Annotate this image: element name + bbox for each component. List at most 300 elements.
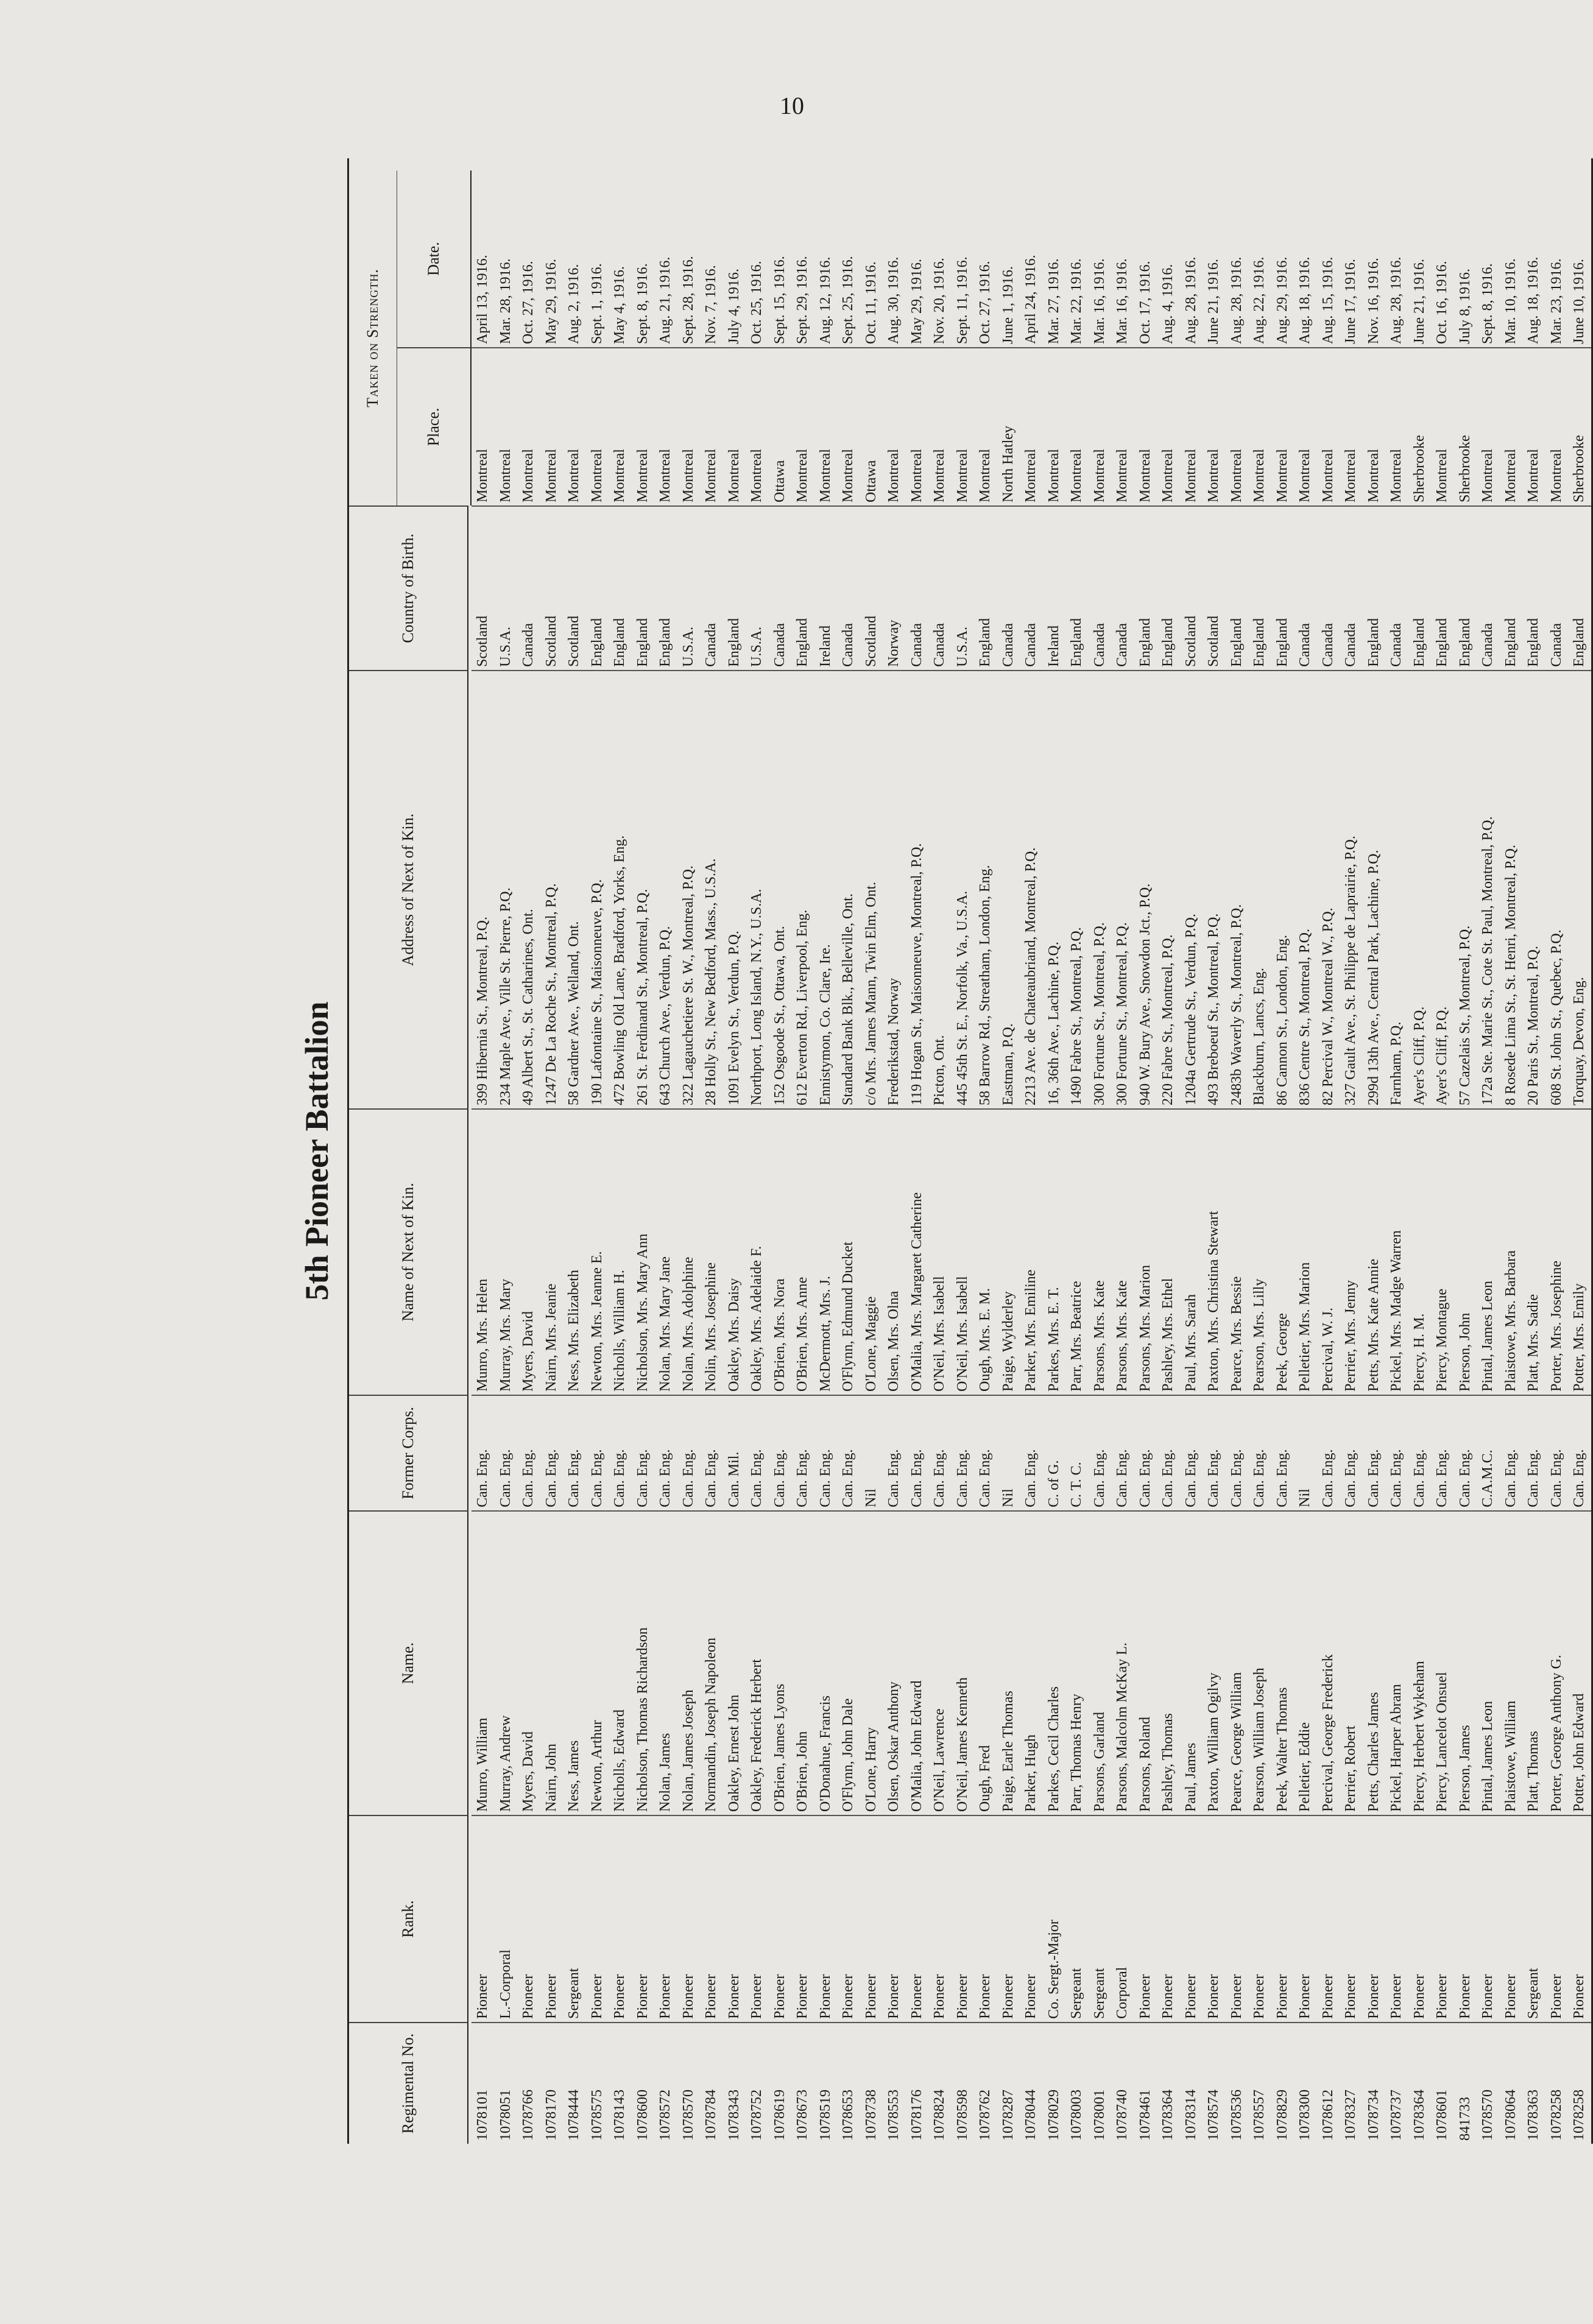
cell-place: Montreal — [1111, 347, 1134, 505]
cell-date: Aug. 28, 1916. — [1388, 256, 1404, 344]
cell-regimental-no: 1078258 — [1545, 2022, 1569, 2144]
cell-place: Montreal — [654, 347, 677, 505]
cell-place: Montreal — [1500, 347, 1523, 505]
cell-rank: L.-Corporal — [495, 1815, 518, 2022]
cell-address-next-of-kin: Frederikstad, Norway — [883, 670, 906, 1108]
cell-country-of-birth: England — [791, 505, 814, 670]
cell-name-next-of-kin: Perrier, Mrs. Jenny — [1340, 1108, 1363, 1395]
cell-former-corps: Can. Eng. — [586, 1395, 609, 1510]
cell-rank: Pioneer — [1226, 1815, 1249, 2022]
cell-former-corps: Can. Eng. — [700, 1395, 723, 1510]
cell-regimental-no: 1078051 — [495, 2022, 518, 2144]
cell-regimental-no: 1078044 — [1020, 2022, 1043, 2144]
cell-rank: Pioneer — [540, 1815, 563, 2022]
cell-name: Paige, Earle Thomas — [997, 1510, 1020, 1815]
cell-address-next-of-kin: 608 St. John St., Quebec, P.Q. — [1545, 670, 1569, 1108]
cell-regimental-no: 1078170 — [540, 2022, 563, 2144]
cell-rank: Sergeant — [563, 1815, 586, 2022]
cell-regimental-no: 1078752 — [746, 2022, 769, 2144]
cell-former-corps: Can. Eng. — [1271, 1395, 1295, 1510]
cell-date: Oct. 27, 1916. — [520, 261, 536, 344]
cell-regimental-no: 1078519 — [814, 2022, 838, 2144]
table-row — [1522, 171, 1545, 2144]
cell-former-corps: Can. Eng. — [746, 1395, 769, 1510]
cell-regimental-no: 1078003 — [1065, 2022, 1089, 2144]
cell-address-next-of-kin: 152 Osgoode St., Ottawa, Ont. — [769, 670, 792, 1108]
table-row — [1043, 171, 1066, 2144]
cell-place: Montreal — [837, 347, 860, 505]
cell-rank: Pioneer — [1317, 1815, 1340, 2022]
cell-rank: Pioneer — [1248, 1815, 1271, 2022]
cell-place: Montreal — [1020, 347, 1043, 505]
cell-place: Montreal — [1363, 347, 1386, 505]
table-row — [1226, 171, 1249, 2144]
cell-country-of-birth: England — [1522, 505, 1545, 670]
cell-regimental-no: 1078143 — [609, 2022, 632, 2144]
cell-place: Montreal — [609, 347, 632, 505]
cell-name: Parr, Thomas Henry — [1065, 1510, 1089, 1815]
cell-former-corps: Can. Eng. — [654, 1395, 677, 1510]
cell-name-next-of-kin: Parker, Mrs. Emiline — [1020, 1108, 1043, 1395]
cell-rank: Pioneer — [1545, 1815, 1569, 2022]
cell-address-next-of-kin: 445 45th St. E., Norfolk, Va., U.S.A. — [952, 670, 975, 1108]
cell-date: Sept. 1, 1916. — [588, 263, 605, 344]
cell-place: Ottawa — [860, 347, 883, 505]
cell-address-next-of-kin: 1204a Gertrude St., Verdun, P.Q. — [1180, 670, 1203, 1108]
cell-country-of-birth: Canada — [1089, 505, 1112, 670]
cell-regimental-no: 1078570 — [677, 2022, 701, 2144]
cell-rank: Pioneer — [769, 1815, 792, 2022]
table-row — [837, 171, 860, 2144]
cell-place: Montreal — [1043, 347, 1066, 505]
cell-regimental-no: 1078762 — [974, 2022, 997, 2144]
cell-rank: Pioneer — [1385, 1815, 1408, 2022]
cell-place: Montreal — [723, 347, 746, 505]
cell-name-next-of-kin: Paul, Mrs. Sarah — [1180, 1108, 1203, 1395]
cell-former-corps: Can. Eng. — [563, 1395, 586, 1510]
cell-place: Montreal — [1385, 347, 1408, 505]
cell-name-next-of-kin: Ough, Mrs. E. M. — [974, 1108, 997, 1395]
cell-name: Parsons, Garland — [1089, 1510, 1112, 1815]
table-row — [974, 171, 997, 2144]
cell-country-of-birth: Canada — [997, 505, 1020, 670]
cell-regimental-no: 1078444 — [563, 2022, 586, 2144]
cell-name: Pelletier, Eddie — [1294, 1510, 1317, 1815]
cell-rank: Sergeant — [1522, 1815, 1545, 2022]
cell-address-next-of-kin: 234 Maple Ave., Ville St. Pierre, P.Q. — [495, 670, 518, 1108]
cell-address-next-of-kin: 57 Cazelais St., Montreal, P.Q. — [1454, 670, 1477, 1108]
cell-date: Sept. 8, 1916. — [634, 263, 651, 344]
cell-regimental-no: 1078461 — [1134, 2022, 1157, 2144]
cell-address-next-of-kin: Standard Bank Blk., Belleville, Ont. — [837, 670, 860, 1108]
cell-name: Piercy, Lancelot Onsuel — [1431, 1510, 1454, 1815]
cell-address-next-of-kin: 493 Breboeuf St., Montreal, P.Q. — [1203, 670, 1226, 1108]
cell-regimental-no: 1078064 — [1500, 2022, 1523, 2144]
cell-regimental-no: 1078619 — [769, 2022, 792, 2144]
table-row — [677, 171, 701, 2144]
cell-name: Pashley, Thomas — [1157, 1510, 1180, 1815]
cell-rank: Pioneer — [1271, 1815, 1295, 2022]
cell-address-next-of-kin: 327 Gault Ave., St. Philippe de Laprairie, P.Q. — [1340, 670, 1363, 1108]
cell-rank: Sergeant — [1089, 1815, 1112, 2022]
cell-address-next-of-kin: 2213 Ave. de Chateaubriand, Montreal, P.Q. — [1020, 670, 1043, 1108]
cell-country-of-birth: England — [1226, 505, 1249, 670]
cell-former-corps: Can. Eng. — [1020, 1395, 1043, 1510]
cell-country-of-birth: U.S.A. — [495, 505, 518, 670]
cell-rank: Pioneer — [517, 1815, 540, 2022]
cell-name: Murray, Andrew — [495, 1510, 518, 1815]
cell-name: Pearce, George William — [1226, 1510, 1249, 1815]
cell-former-corps: Can. Eng. — [952, 1395, 975, 1510]
cell-place: Montreal — [974, 347, 997, 505]
cell-address-next-of-kin: 82 Percival W., Montreal W., P.Q. — [1317, 670, 1340, 1108]
cell-address-next-of-kin: Torquay, Devon, Eng. — [1568, 670, 1591, 1108]
table-row — [1568, 171, 1591, 2144]
cell-date: Mar. 22, 1916. — [1068, 258, 1084, 344]
cell-name: Potter, John Edward — [1568, 1510, 1591, 1815]
cell-name-next-of-kin: Newton, Mrs. Jeanne E. — [586, 1108, 609, 1395]
cell-date: Aug. 18, 1916. — [1297, 256, 1313, 344]
cell-former-corps: Can. Mil. — [723, 1395, 746, 1510]
cell-name: Ough, Fred — [974, 1510, 997, 1815]
table-row — [1385, 171, 1408, 2144]
cell-place: Montreal — [1340, 347, 1363, 505]
cell-name-next-of-kin: McDermott, Mrs. J. — [814, 1108, 838, 1395]
table-row — [1477, 171, 1500, 2144]
cell-regimental-no: 1078327 — [1340, 2022, 1363, 2144]
cell-place: Montreal — [1522, 347, 1545, 505]
cell-former-corps: Can. Eng. — [495, 1395, 518, 1510]
cell-former-corps: Can. Eng. — [1340, 1395, 1363, 1510]
cell-rank: Pioneer — [700, 1815, 723, 2022]
cell-name-next-of-kin: Pintal, James Leon — [1477, 1108, 1500, 1395]
cell-name-next-of-kin: Nicholson, Mrs. Mary Ann — [632, 1108, 655, 1395]
table-row — [563, 171, 586, 2144]
table-row — [997, 171, 1020, 2144]
cell-rank: Pioneer — [677, 1815, 701, 2022]
cell-rank: Sergeant — [1065, 1815, 1089, 2022]
cell-place: Montreal — [1317, 347, 1340, 505]
header-address-next-of-kin: Address of Next of Kin. — [349, 670, 468, 1108]
cell-former-corps: Can. Eng. — [1226, 1395, 1249, 1510]
cell-former-corps: Nil — [997, 1395, 1020, 1510]
cell-former-corps: Can. Eng. — [1522, 1395, 1545, 1510]
cell-place: Montreal — [883, 347, 906, 505]
cell-name-next-of-kin: Paige, Wylderley — [997, 1108, 1020, 1395]
header-date: Date. — [397, 171, 472, 347]
cell-former-corps: Can. Eng. — [1385, 1395, 1408, 1510]
cell-country-of-birth: England — [1454, 505, 1477, 670]
cell-regimental-no: 1078673 — [791, 2022, 814, 2144]
cell-country-of-birth: Scotland — [472, 505, 495, 670]
cell-former-corps: Can. Eng. — [609, 1395, 632, 1510]
cell-regimental-no: 1078574 — [1203, 2022, 1226, 2144]
cell-regimental-no: 1078536 — [1226, 2022, 1249, 2144]
cell-name: Nolan, James — [654, 1510, 677, 1815]
cell-country-of-birth: England — [654, 505, 677, 670]
cell-name-next-of-kin: Parr, Mrs. Beatrice — [1065, 1108, 1089, 1395]
cell-name: Pierson, James — [1454, 1510, 1477, 1815]
cell-country-of-birth: England — [1431, 505, 1454, 670]
cell-name: Piercy, Herbert Wykeham — [1408, 1510, 1432, 1815]
cell-name-next-of-kin: Olsen, Mrs. Olna — [883, 1108, 906, 1395]
cell-name: Percival, George Frederick — [1317, 1510, 1340, 1815]
cell-address-next-of-kin: 49 Albert St., St. Catharines, Ont. — [517, 670, 540, 1108]
cell-place: Montreal — [952, 347, 975, 505]
cell-country-of-birth: England — [974, 505, 997, 670]
cell-regimental-no: 1078575 — [586, 2022, 609, 2144]
cell-country-of-birth: England — [1157, 505, 1180, 670]
cell-place: Montreal — [1271, 347, 1295, 505]
cell-date: Aug. 2, 1916. — [566, 264, 582, 344]
cell-rank: Pioneer — [1568, 1815, 1591, 2022]
cell-name: O'Malia, John Edward — [906, 1510, 929, 1815]
cell-name: Pearson, William Joseph — [1248, 1510, 1271, 1815]
cell-address-next-of-kin: Ayer's Cliff, P.Q. — [1408, 670, 1432, 1108]
cell-name: O'Neil, Lawrence — [928, 1510, 952, 1815]
cell-former-corps: Can. Eng. — [837, 1395, 860, 1510]
cell-former-corps: Can. Eng. — [928, 1395, 952, 1510]
cell-name-next-of-kin: Pearson, Mrs. Lilly — [1248, 1108, 1271, 1395]
table-row — [1408, 171, 1432, 2144]
cell-address-next-of-kin: Farnham, P.Q. — [1385, 670, 1408, 1108]
cell-regimental-no: 1078287 — [997, 2022, 1020, 2144]
cell-address-next-of-kin: 58 Gardner Ave., Welland, Ont. — [563, 670, 586, 1108]
cell-date: Oct. 25, 1916. — [749, 261, 765, 344]
cell-rank: Pioneer — [1203, 1815, 1226, 2022]
cell-address-next-of-kin: 472 Bowling Old Lane, Bradford, Yorks, Eng. — [609, 670, 632, 1108]
cell-former-corps: Can. Eng. — [1111, 1395, 1134, 1510]
cell-regimental-no: 1078598 — [952, 2022, 975, 2144]
cell-name-next-of-kin: Nolan, Mrs. Mary Jane — [654, 1108, 677, 1395]
cell-address-next-of-kin: 322 Lagauchetiere St. W., Montreal, P.Q. — [677, 670, 701, 1108]
cell-rank: Pioneer — [883, 1815, 906, 2022]
cell-name-next-of-kin: Piercy, H. M. — [1408, 1108, 1432, 1395]
cell-country-of-birth: Canada — [1545, 505, 1569, 670]
cell-place: Montreal — [1477, 347, 1500, 505]
cell-date: Aug. 12, 1916. — [817, 256, 833, 344]
cell-country-of-birth: England — [1065, 505, 1089, 670]
cell-regimental-no: 1078653 — [837, 2022, 860, 2144]
cell-place: Montreal — [472, 347, 495, 505]
cell-address-next-of-kin: Ennistymon, Co. Clare, Ire. — [814, 670, 838, 1108]
cell-date: Mar. 23, 1916. — [1548, 258, 1564, 344]
cell-former-corps: Can. Eng. — [1317, 1395, 1340, 1510]
cell-rank: Pioneer — [814, 1815, 838, 2022]
cell-address-next-of-kin: 2483b Waverly St., Montreal, P.Q. — [1226, 670, 1249, 1108]
cell-address-next-of-kin: Eastman, P.Q. — [997, 670, 1020, 1108]
cell-place: Sherbrooke — [1568, 347, 1591, 505]
cell-regimental-no: 841733 — [1454, 2022, 1477, 2144]
cell-name-next-of-kin: Nolin, Mrs. Josephine — [700, 1108, 723, 1395]
cell-country-of-birth: Canada — [700, 505, 723, 670]
table-row — [632, 171, 655, 2144]
cell-name-next-of-kin: Nolan, Mrs. Adolphine — [677, 1108, 701, 1395]
cell-address-next-of-kin: 299d 13th Ave., Central Park, Lachine, P.Q. — [1363, 670, 1386, 1108]
cell-name: Pintal, James Leon — [1477, 1510, 1500, 1815]
cell-country-of-birth: England — [1134, 505, 1157, 670]
cell-place: Sherbrooke — [1454, 347, 1477, 505]
cell-name-next-of-kin: Nicholls, William H. — [609, 1108, 632, 1395]
cell-former-corps: Can. Eng. — [1180, 1395, 1203, 1510]
cell-rank: Pioneer — [1454, 1815, 1477, 2022]
table-row — [1271, 171, 1295, 2144]
cell-place: Montreal — [563, 347, 586, 505]
cell-name-next-of-kin: O'Malia, Mrs. Margaret Catherine — [906, 1108, 929, 1395]
cell-name: Oakley, Frederick Herbert — [746, 1510, 769, 1815]
cell-date: June 10, 1916. — [1571, 259, 1587, 344]
cell-place: Montreal — [1226, 347, 1249, 505]
cell-former-corps: C. of G. — [1043, 1395, 1066, 1510]
cell-name-next-of-kin: Paxton, Mrs. Christina Stewart — [1203, 1108, 1226, 1395]
cell-name-next-of-kin: Pelletier, Mrs. Marion — [1294, 1108, 1317, 1395]
cell-rank: Pioneer — [1408, 1815, 1432, 2022]
cell-address-next-of-kin: 1490 Fabre St., Montreal, P.Q. — [1065, 670, 1089, 1108]
table-row — [1431, 171, 1454, 2144]
cell-regimental-no: 1078612 — [1317, 2022, 1340, 2144]
cell-address-next-of-kin: 16, 36th Ave., Lachine, P.Q. — [1043, 670, 1066, 1108]
table-row — [1317, 171, 1340, 2144]
cell-place: Montreal — [1180, 347, 1203, 505]
cell-name-next-of-kin: Pickel, Mrs. Madge Warren — [1385, 1108, 1408, 1395]
cell-rank: Pioneer — [860, 1815, 883, 2022]
header-name: Name. — [349, 1510, 468, 1815]
cell-place: Montreal — [1089, 347, 1112, 505]
table-row — [1545, 171, 1569, 2144]
cell-former-corps: Can. Eng. — [1568, 1395, 1591, 1510]
table-row — [1020, 171, 1043, 2144]
cell-regimental-no: 1078829 — [1271, 2022, 1295, 2144]
cell-address-next-of-kin: 940 W. Bury Ave., Snowdon Jct., P.Q. — [1134, 670, 1157, 1108]
table-row — [1248, 171, 1271, 2144]
cell-date: Aug. 28, 1916. — [1182, 256, 1199, 344]
cell-date: May 29, 1916. — [543, 259, 559, 344]
cell-former-corps: Can. Eng. — [1500, 1395, 1523, 1510]
cell-name-next-of-kin: Peek, George — [1271, 1108, 1295, 1395]
cell-rank: Pioneer — [1500, 1815, 1523, 2022]
table-row — [1134, 171, 1157, 2144]
cell-former-corps: Can. Eng. — [1431, 1395, 1454, 1510]
header-name-next-of-kin: Name of Next of Kin. — [349, 1108, 468, 1395]
cell-place: North Hatley — [997, 347, 1020, 505]
rotated-roll-table — [286, 158, 1587, 2144]
cell-place: Montreal — [677, 347, 701, 505]
cell-name: Olsen, Oskar Anthony — [883, 1510, 906, 1815]
cell-place: Montreal — [791, 347, 814, 505]
cell-regimental-no: 1078738 — [860, 2022, 883, 2144]
cell-regimental-no: 1078824 — [928, 2022, 952, 2144]
cell-rank: Pioneer — [586, 1815, 609, 2022]
cell-place: Montreal — [1294, 347, 1317, 505]
cell-date: Aug. 29, 1916. — [1274, 256, 1290, 344]
table-row — [495, 171, 518, 2144]
table-row — [517, 171, 540, 2144]
cell-name-next-of-kin: Plaistowe, Mrs. Barbara — [1500, 1108, 1523, 1395]
cell-address-next-of-kin: Blackburn, Lancs, Eng. — [1248, 670, 1271, 1108]
cell-date: Aug. 18, 1916. — [1525, 256, 1541, 344]
table-row — [746, 171, 769, 2144]
cell-rank: Pioneer — [632, 1815, 655, 2022]
cell-rank: Pioneer — [928, 1815, 952, 2022]
cell-name-next-of-kin: Pierson, John — [1454, 1108, 1477, 1395]
cell-rank: Pioneer — [952, 1815, 975, 2022]
cell-country-of-birth: England — [1363, 505, 1386, 670]
cell-name: Paul, James — [1180, 1510, 1203, 1815]
cell-address-next-of-kin: 261 St. Ferdinand St., Montreal, P.Q. — [632, 670, 655, 1108]
cell-date: Aug. 15, 1916. — [1319, 256, 1336, 344]
cell-name-next-of-kin: Pearce, Mrs. Bessie — [1226, 1108, 1249, 1395]
table-row — [1157, 171, 1180, 2144]
cell-former-corps: Can. Eng. — [677, 1395, 701, 1510]
cell-name: O'Brien, James Lyons — [769, 1510, 792, 1815]
cell-date: May 29, 1916. — [908, 259, 925, 344]
cell-regimental-no: 1078176 — [906, 2022, 929, 2144]
cell-date: June 1, 1916. — [1000, 266, 1016, 344]
cell-date: June 21, 1916. — [1411, 259, 1427, 344]
cell-regimental-no: 1078557 — [1248, 2022, 1271, 2144]
header-regimental-no: Regimental No. — [349, 2022, 468, 2144]
cell-address-next-of-kin: 300 Fortune St., Montreal, P.Q. — [1089, 670, 1112, 1108]
cell-rank: Pioneer — [723, 1815, 746, 2022]
cell-date: July 4, 1916. — [726, 268, 742, 344]
cell-country-of-birth: England — [586, 505, 609, 670]
cell-name: Porter, George Anthony G. — [1545, 1510, 1569, 1815]
cell-rank: Corporal — [1111, 1815, 1134, 2022]
cell-address-next-of-kin: 28 Holly St., New Bedford, Mass., U.S.A. — [700, 670, 723, 1108]
cell-regimental-no: 1078300 — [1294, 2022, 1317, 2144]
cell-former-corps: Can. Eng. — [791, 1395, 814, 1510]
cell-former-corps: Can. Eng. — [1089, 1395, 1112, 1510]
cell-country-of-birth: Ireland — [1043, 505, 1066, 670]
cell-former-corps: Can. Eng. — [974, 1395, 997, 1510]
cell-address-next-of-kin: 220 Fabre St., Montreal, P.Q. — [1157, 670, 1180, 1108]
cell-country-of-birth: England — [1248, 505, 1271, 670]
cell-address-next-of-kin: c/o Mrs. James Mann, Twin Elm, Ont. — [860, 670, 883, 1108]
cell-name: Parsons, Roland — [1134, 1510, 1157, 1815]
table-body — [472, 171, 1591, 2144]
cell-name: Parkes, Cecil Charles — [1043, 1510, 1066, 1815]
cell-country-of-birth: Scotland — [860, 505, 883, 670]
cell-rank: Pioneer — [746, 1815, 769, 2022]
battalion-title: 5th Pioneer Battalion — [298, 1001, 335, 1301]
cell-former-corps: Can. Eng. — [540, 1395, 563, 1510]
cell-name: Nolan, James Joseph — [677, 1510, 701, 1815]
cell-name: Newton, Arthur — [586, 1510, 609, 1815]
cell-name-next-of-kin: Oakley, Mrs. Adelaide F. — [746, 1108, 769, 1395]
cell-regimental-no: 1078572 — [654, 2022, 677, 2144]
cell-date: May 4, 1916. — [612, 266, 627, 344]
cell-country-of-birth: Canada — [1020, 505, 1043, 670]
header-taken-on-strength: Taken on Strength. — [349, 171, 397, 505]
cell-former-corps: Can. Eng. — [769, 1395, 792, 1510]
cell-date: Aug. 28, 1916. — [1228, 256, 1245, 344]
cell-address-next-of-kin: Picton, Ont. — [928, 670, 952, 1108]
cell-date: Mar. 16, 1916. — [1114, 258, 1130, 344]
table-row — [609, 171, 632, 2144]
cell-regimental-no: 1078766 — [517, 2022, 540, 2144]
cell-name: Parker, Hugh — [1020, 1510, 1043, 1815]
cell-country-of-birth: Canada — [837, 505, 860, 670]
table-row — [1111, 171, 1134, 2144]
table-row — [1089, 171, 1112, 2144]
cell-address-next-of-kin: 86 Cannon St., London, Eng. — [1271, 670, 1295, 1108]
cell-country-of-birth: Scotland — [563, 505, 586, 670]
cell-country-of-birth: Canada — [517, 505, 540, 670]
table-row — [472, 171, 495, 2144]
header-country-of-birth: Country of Birth. — [349, 505, 468, 670]
cell-date: April 24, 1916. — [1023, 255, 1039, 344]
cell-date: Nov. 7, 1916. — [703, 265, 719, 344]
